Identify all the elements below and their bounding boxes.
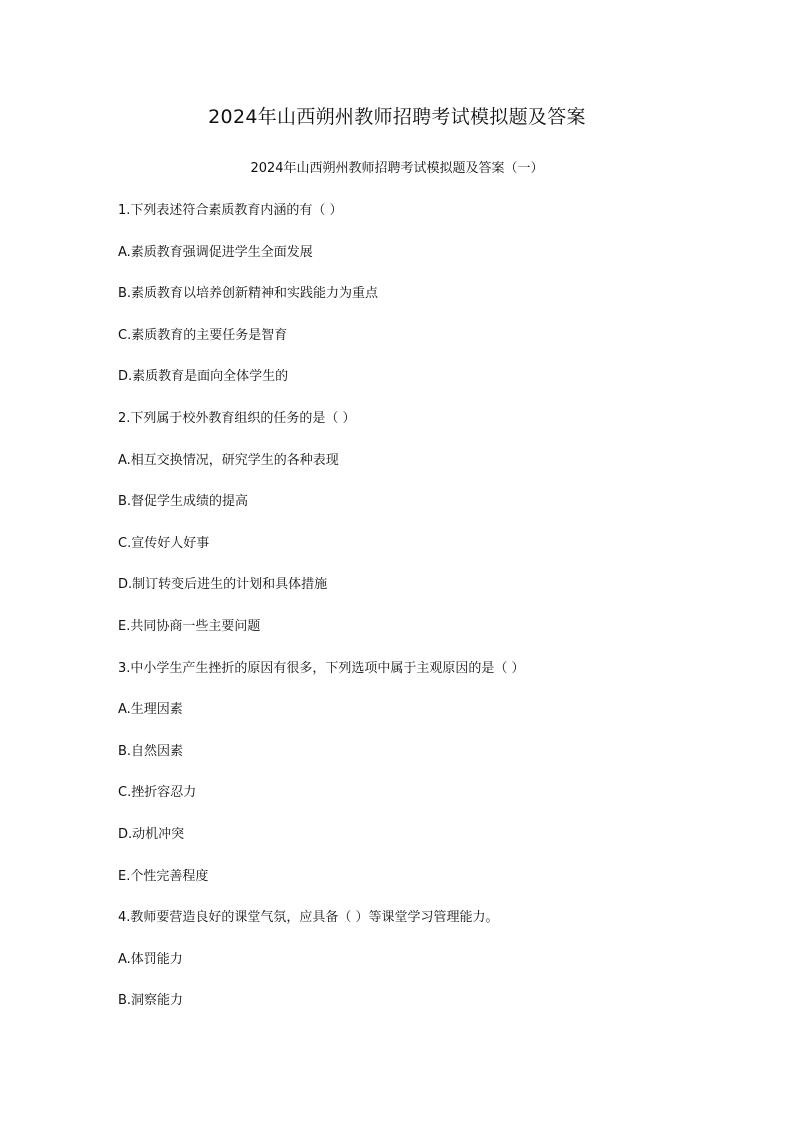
document-subtitle: 2024年山西朔州教师招聘考试模拟题及答案（一） (250, 161, 544, 176)
question-1-option-c: C.素质教育的主要任务是智育 (118, 327, 288, 343)
question-2-option-e: E.共同协商一些主要问题 (118, 618, 261, 634)
document-title: 2024年山西朔州教师招聘考试模拟题及答案 (208, 106, 586, 128)
question-2-option-a: A.相互交换情况，研究学生的各种表现 (118, 452, 339, 468)
question-3-option-b: B.自然因素 (118, 743, 184, 759)
question-3-option-e: E.个性完善程度 (118, 868, 209, 884)
question-2-option-b: B.督促学生成绩的提高 (118, 494, 249, 510)
question-2-option-d: D.制订转变后进生的计划和具体措施 (118, 577, 328, 593)
question-1-option-b: B.素质教育以培养创新精神和实践能力为重点 (118, 286, 379, 302)
question-4-option-a: A.体罚能力 (118, 951, 183, 967)
question-3-option-a: A.生理因素 (118, 702, 183, 718)
question-1-option-d: D.素质教育是面向全体学生的 (118, 369, 289, 385)
question-4-stem: 4.教师要营造良好的课堂气氛，应具备（ ）等课堂学习管理能力。 (118, 910, 499, 926)
question-4-option-b: B.洞察能力 (118, 993, 184, 1009)
question-1-stem: 1.下列表述符合素质教育内涵的有（ ） (118, 203, 343, 218)
question-3-option-d: D.动机冲突 (118, 826, 185, 842)
question-2-stem: 2.下列属于校外教育组织的任务的是（ ） (118, 410, 356, 426)
question-list (118, 201, 718, 1033)
question-1-option-a: A.素质教育强调促进学生全面发展 (118, 244, 313, 260)
question-3-stem: 3.中小学生产生挫折的原因有很多，下列选项中属于主观原因的是（ ） (118, 660, 525, 676)
question-2-option-c: C.宣传好人好事 (118, 535, 210, 551)
question-3-option-c: C.挫折容忍力 (118, 785, 197, 801)
